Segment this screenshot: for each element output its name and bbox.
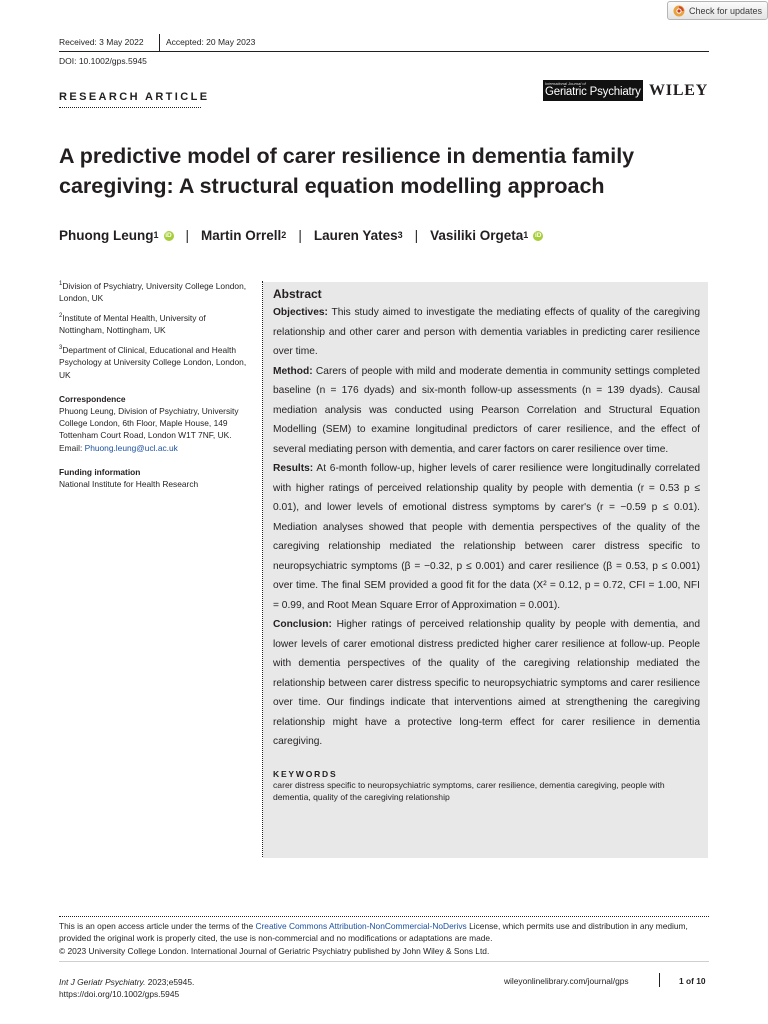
footer-divider [59, 961, 709, 962]
footer-doi-link[interactable]: https://doi.org/10.1002/gps.5945 [59, 989, 180, 1000]
publisher-logo: WILEY [649, 82, 709, 99]
journal-logo-name: Geriatric Psychiatry [545, 86, 641, 98]
abstract-heading: Abstract [273, 287, 322, 301]
header-rule [59, 51, 709, 52]
affiliation: $^1$Division of Psychiatry, University College London, London, UK [59, 280, 247, 303]
abstract-objectives: Objectives: This study aimed to investigate the mediating effects of quality of the caregiving relationship and other carer and person with dementia variables in predicting carer resilience over time. [273, 307, 700, 357]
abstract-conclusion: Conclusion: Higher ratings of perceived relationship quality by people with dementia, and lower levels of carer emotional distress predicted higher carer resilience at follow‐up. People with dementia perspectives of the quality of the caregiving relationship mediated the relationship between carer distress specific to neuropsychiatric symptoms and carer resilience over time. Our findings indicate that interventions aimed at strengthening the caregiving relationship might have a protective long‐term effect for carer resilience in dementia caregiving. [273, 619, 700, 747]
author-affiliation-sup: 2 [281, 229, 287, 240]
abstract-results: Results: At 6‐month follow‐up, higher levels of carer resilience were longitudinally correlated with higher ratings of perceived relationship quality by people with dementia (r = 0.53 p ≤ 0.01), and lower levels of emotional distress symptoms by carer's (r = −0.59 p ≤ 0.01). Mediation analyses showed that people with dementia perspectives of the quality of the caregiving relationship mediated the relationship between carer distress specific to neuropsychiatric symptoms (β = −0.32, p ≤ 0.001) and carer resilience (β = 0.53, p ≤ 0.001) over time. The final SEM provided a good fit for the data (X² = 0.12, p = 0.72, CFI = 1.00, NFI = 0.99, and Root Mean Square Error of Approximation = 0.001). [273, 463, 700, 611]
update-badge-icon [673, 5, 685, 17]
footer-site-link[interactable]: wileyonlinelibrary.com/journal/gps [504, 976, 629, 986]
correspondence-text: Phuong Leung, Division of Psychiatry, University College London, 6th Floor, Maple House, 149 Tottenham Court Road, London W1T 7NF, UK. Email: Phuong.leung@ucl.ac.uk [59, 406, 239, 453]
accepted-date: Accepted: 20 May 2023 [166, 37, 256, 47]
article-sidebar [59, 278, 249, 496]
orcid-icon[interactable]: iD [165, 231, 172, 239]
doi: DOI: 10.1002/gps.5945 [59, 56, 147, 66]
correspondence-heading: Correspondence [59, 393, 126, 404]
footer-citation: Int J Geriatr Psychiatry. 2023;e5945. https://doi.org/10.1002/gps.5945 [59, 977, 195, 1000]
author-affiliation-sup: 1 [523, 229, 529, 240]
article-type-underline [59, 107, 201, 108]
affiliation: $^3$Department of Clinical, Educational and Health Psychology at University College London, London, UK [59, 345, 247, 380]
journal-logo-small-text: International Journal of [545, 81, 586, 86]
license-link[interactable]: Creative Commons Attribution‐NonCommercial‐NoDerivs [255, 921, 467, 931]
journal-logo [543, 80, 643, 101]
author-affiliation-sup: 3 [397, 229, 403, 240]
author-name: Vasiliki Orgeta [430, 228, 524, 243]
received-date: Received: 3 May 2022 [59, 37, 144, 47]
page-number: 1 of 10 [679, 976, 706, 986]
affiliation: $^2$Institute of Mental Health, University of Nottingham, Nottingham, UK [59, 313, 206, 336]
check-for-updates-label: Check for updates [689, 5, 763, 16]
copyright-notice: © 2023 University College London. International Journal of Geriatric Psychiatry published by John Wiley & Sons Ltd. [59, 945, 490, 956]
author-separator: | [414, 228, 419, 243]
author-name: Phuong Leung [59, 228, 154, 243]
author-list [59, 228, 543, 243]
author-separator: | [185, 228, 190, 243]
funding-heading: Funding information [59, 466, 141, 477]
keywords-list: carer distress specific to neuropsychiatric symptoms, carer resilience, dementia caregiving, people with dementia, quality of the caregiving relationship [273, 779, 665, 802]
funding-text: National Institute for Health Research [59, 479, 199, 490]
footer-divider-vertical [659, 973, 660, 987]
license-notice: This is an open access article under the terms of the Creative Commons Attribution‐NonCommercial‐NoDerivs License, which permits use and distribution in any medium, provided the original work is properly cited, the use is non‐commercial and no modifications or adaptations are made. © 2023 University College London. International Journal of Geriatric Psychiatry published by John Wiley & Sons Ltd. [59, 920, 709, 957]
check-for-updates-button[interactable] [667, 1, 768, 20]
meta-divider [159, 34, 160, 51]
author-separator: | [298, 228, 302, 243]
keywords-heading: KEYWORDS [273, 768, 338, 779]
orcid-icon[interactable]: iD [534, 231, 542, 239]
article-type: RESEARCH ARTICLE [59, 91, 210, 103]
article-title: A predictive model of carer resilience in dementia family caregiving: A structural equation modelling approach [59, 144, 635, 198]
email-link[interactable]: Phuong.leung@ucl.ac.uk [84, 442, 178, 453]
abstract-method: Method: Carers of people with mild and moderate dementia in community settings completed baseline (n = 176 dyads) and six‐month follow‐up assessments (n = 139 dyads). Causal mediation analysis was conducted using Pearson Correlation and Structural Equation Modelling (SEM) to examine longitudinal predictors of carer resilience, and the effect of several mediating person with dementia, and carer factors on carer resilience over time. [273, 365, 700, 455]
abstract-box [263, 282, 708, 858]
author-name: Lauren Yates [313, 228, 398, 243]
author-affiliation-sup: 1 [153, 229, 159, 240]
license-divider [59, 916, 709, 917]
author-name: Martin Orrell [201, 228, 282, 243]
